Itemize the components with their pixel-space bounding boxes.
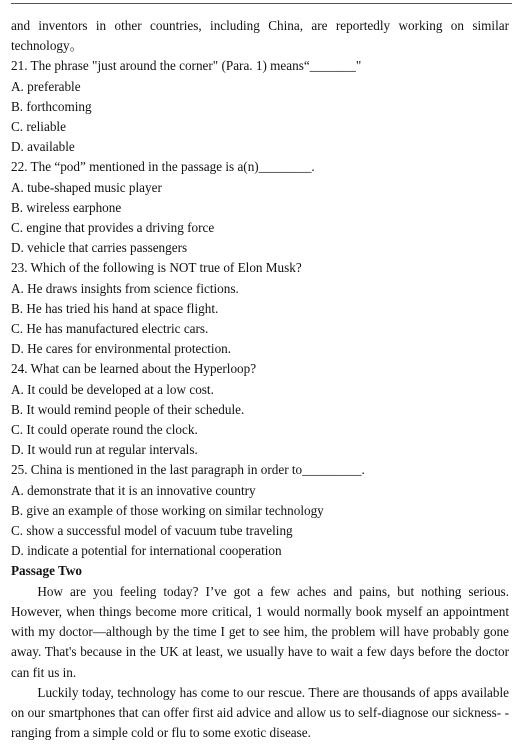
- passage-paragraph: Luckily today, technology has come to our rescue. There are thousands of apps available on our smartphones that can offer first aid advice and allow us to self-diagnose our sickness- -ranging from a simple cold or flu to some exotic disease.: [11, 684, 509, 741]
- top-divider: [11, 3, 512, 4]
- passage-two: [11, 561, 509, 743]
- passage-paragraph: How are you feeling today? I’ve got a few aches and pains, but nothing serious. However, when things become more critical, 1 would normally book myself an appointment with my doctor—although by the time I get to see him, the problem will have probably gone away. That's because in the UK at least, we usually have to wait a few days before the doctor can fit us in.: [11, 583, 509, 680]
- question-stem: 22. The “pod” mentioned in the passage is a(n)________.: [11, 159, 315, 175]
- option-c: C. reliable: [11, 119, 66, 135]
- option-b: B. It would remind people of their schedule.: [11, 401, 245, 417]
- question-22: [11, 157, 509, 258]
- section-title: Passage Two: [11, 563, 82, 579]
- question-stem: 25. China is mentioned in the last paragraph in order to_________.: [11, 462, 365, 478]
- option-b: B. He has tried his hand at space flight.: [11, 300, 219, 316]
- option-a: A. tube-shaped music player: [11, 179, 162, 195]
- option-c: C. It could operate round the clock.: [11, 422, 198, 438]
- option-a: A. It could be developed at a low cost.: [11, 381, 214, 397]
- passage-one-ending: and inventors in other countries, including China, are reportedly working on similar technology。: [11, 18, 509, 54]
- option-d: D. indicate a potential for international cooperation: [11, 543, 282, 559]
- page-content: [11, 16, 509, 743]
- option-b: B. give an example of those working on similar technology: [11, 502, 324, 518]
- option-d: D. He cares for environmental protection.: [11, 341, 232, 357]
- option-b: B. wireless earphone: [11, 199, 122, 215]
- option-d: D. vehicle that carries passengers: [11, 240, 188, 256]
- question-25: [11, 460, 509, 561]
- question-24: [11, 359, 509, 460]
- option-c: C. show a successful model of vacuum tube traveling: [11, 523, 293, 539]
- option-c: C. engine that provides a driving force: [11, 220, 215, 236]
- question-stem: 23. Which of the following is NOT true of Elon Musk?: [11, 260, 302, 276]
- option-d: D. available: [11, 139, 75, 155]
- question-21: [11, 56, 509, 157]
- question-stem: 24. What can be learned about the Hyperloop?: [11, 361, 257, 377]
- question-stem: 21. The phrase "just around the corner" (Para. 1) means“_______": [11, 58, 362, 74]
- question-23: [11, 258, 509, 359]
- option-b: B. forthcoming: [11, 98, 92, 114]
- option-a: A. demonstrate that it is an innovative country: [11, 482, 256, 498]
- option-d: D. It would run at regular intervals.: [11, 442, 198, 458]
- option-a: A. preferable: [11, 78, 81, 94]
- option-a: A. He draws insights from science fictions.: [11, 280, 239, 296]
- option-c: C. He has manufactured electric cars.: [11, 321, 209, 337]
